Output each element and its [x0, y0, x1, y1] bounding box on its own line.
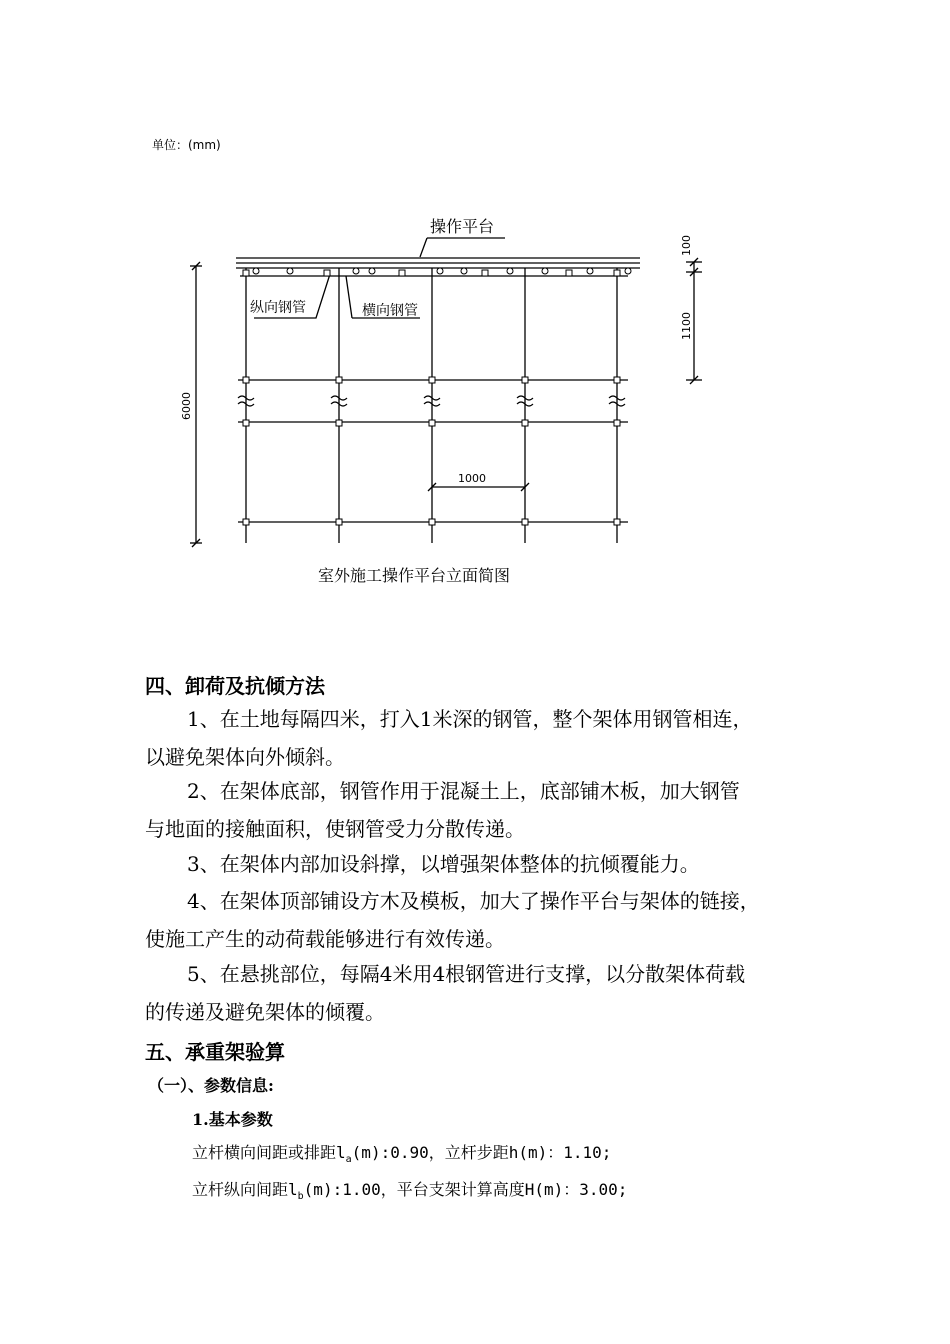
- transverse-pipe-label: 横向钢管: [362, 303, 418, 319]
- section5-title: 五、承重架验算: [145, 1040, 285, 1064]
- basic-parameters-heading: 1.基本参数: [192, 1110, 273, 1129]
- dimension-step: 1100: [680, 312, 693, 340]
- parameter-line-2-subscript: b: [297, 1191, 304, 1203]
- parameter-line-1-subscript: a: [345, 1154, 352, 1166]
- dimension-spacing: 1000: [458, 472, 486, 485]
- paragraph-3-line-1: 3、在架体内部加设斜撑，以增强架体整体的抗倾覆能力。: [187, 852, 700, 876]
- paragraph-4-line-2: 使施工产生的动荷载能够进行有效传递。: [145, 927, 505, 951]
- figure-caption: 室外施工操作平台立面简图: [318, 566, 511, 585]
- paragraph-5: [145, 955, 825, 1031]
- paragraph-1-line-1: 1、在土地每隔四米，打入1米深的钢管，整个架体用钢管相连，: [187, 707, 753, 731]
- paragraph-4-line-1: 4、在架体顶部铺设方木及模板，加大了操作平台与架体的链接，: [187, 889, 760, 913]
- dimension-height: 6000: [180, 392, 193, 420]
- parameter-line-2-a: 立杆纵向间距l: [192, 1180, 298, 1199]
- parameter-line-2-b: (m):1.00，平台支架计算高度H(m)：3.00;: [303, 1180, 628, 1199]
- paragraph-2: [145, 772, 825, 848]
- dimension-top: 100: [680, 235, 693, 256]
- paragraph-2-line-2: 与地面的接触面积，使钢管受力分散传递。: [145, 817, 525, 841]
- unit-label: 单位：(mm): [152, 138, 221, 152]
- parameter-line-2: [192, 1177, 627, 1202]
- paragraph-3: [145, 845, 825, 883]
- parameter-line-1: [192, 1140, 611, 1165]
- paragraph-4: [145, 882, 825, 958]
- parameter-line-1-b: (m):0.90，立杆步距h(m)：1.10;: [351, 1143, 612, 1162]
- parameter-line-1-a: 立杆横向间距或排距l: [192, 1143, 346, 1162]
- paragraph-1: [145, 700, 825, 776]
- subsection-parameters: （一）、参数信息:: [148, 1076, 274, 1095]
- elevation-diagram: [0, 0, 950, 600]
- paragraph-1-line-2: 以避免架体向外倾斜。: [145, 745, 345, 769]
- paragraph-5-line-2: 的传递及避免架体的倾覆。: [145, 1000, 385, 1024]
- longitudinal-pipe-label: 纵向钢管: [250, 300, 306, 316]
- section4-title: 四、卸荷及抗倾方法: [145, 674, 325, 698]
- paragraph-2-line-1: 2、在架体底部，钢管作用于混凝土上，底部铺木板，加大钢管: [187, 779, 740, 803]
- platform-label: 操作平台: [430, 217, 495, 236]
- paragraph-5-line-1: 5、在悬挑部位，每隔4米用4根钢管进行支撑，以分散架体荷载: [187, 962, 746, 986]
